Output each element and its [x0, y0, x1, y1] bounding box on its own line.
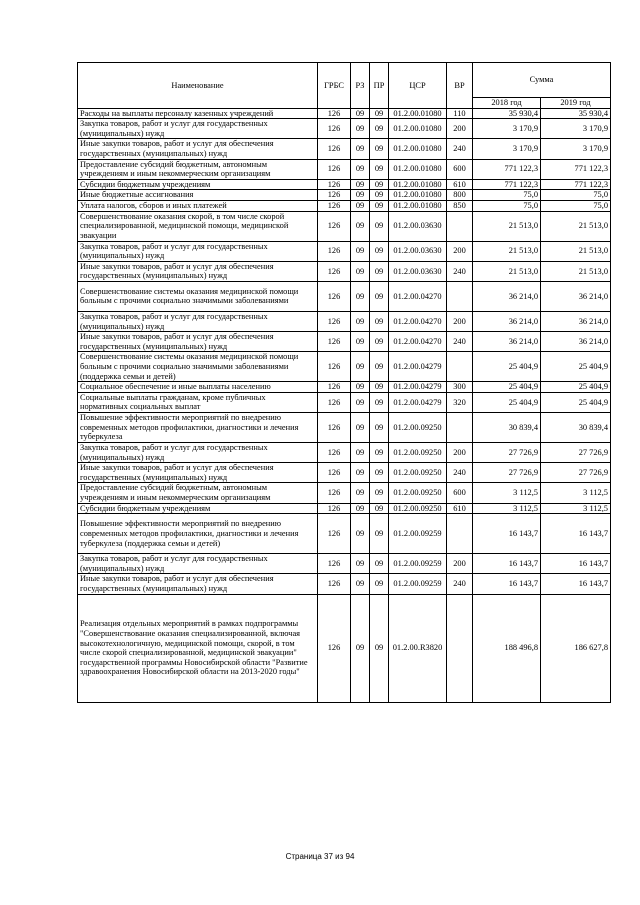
table-row — [78, 413, 611, 443]
row-pr: 09 — [370, 281, 389, 311]
row-grbs: 126 — [318, 119, 351, 139]
table-row — [78, 179, 611, 190]
row-pr: 09 — [370, 311, 389, 331]
row-pr: 09 — [370, 241, 389, 261]
row-rz: 09 — [351, 241, 370, 261]
row-name: Социальное обеспечение и иные выплаты населению — [78, 382, 318, 393]
row-rz: 09 — [351, 483, 370, 503]
row-name: Совершенствование системы оказания медицинской помощи больным с прочими социально значимыми заболеваниями (поддержка семьи и детей) — [78, 352, 318, 382]
row-rz: 09 — [351, 200, 370, 211]
row-name: Закупка товаров, работ и услуг для государственных (муниципальных) нужд — [78, 119, 318, 139]
row-pr: 09 — [370, 211, 389, 241]
row-csr: 01.2.00.09250 — [389, 503, 447, 514]
row-sum-2019: 21 513,0 — [541, 241, 611, 261]
row-sum-2018: 21 513,0 — [473, 211, 541, 241]
row-sum-2019: 75,0 — [541, 200, 611, 211]
row-rz: 09 — [351, 382, 370, 393]
row-csr: 01.2.00.09250 — [389, 443, 447, 463]
row-vr: 200 — [447, 119, 473, 139]
row-sum-2018: 75,0 — [473, 200, 541, 211]
table-row — [78, 382, 611, 393]
row-grbs: 126 — [318, 179, 351, 190]
row-grbs: 126 — [318, 211, 351, 241]
header-year-2019: 2019 год — [541, 98, 611, 109]
header-pr: ПР — [370, 63, 389, 109]
row-vr: 320 — [447, 392, 473, 412]
row-sum-2019: 27 726,9 — [541, 443, 611, 463]
row-sum-2019: 35 930,4 — [541, 108, 611, 119]
table-row — [78, 139, 611, 159]
row-name: Социальные выплаты гражданам, кроме публичных нормативных социальных выплат — [78, 392, 318, 412]
table-row — [78, 574, 611, 594]
row-grbs: 126 — [318, 311, 351, 331]
row-grbs: 126 — [318, 483, 351, 503]
row-vr: 240 — [447, 463, 473, 483]
row-grbs: 126 — [318, 503, 351, 514]
row-sum-2018: 36 214,0 — [473, 311, 541, 331]
row-grbs: 126 — [318, 382, 351, 393]
row-vr: 610 — [447, 503, 473, 514]
row-sum-2018: 16 143,7 — [473, 514, 541, 554]
row-sum-2019: 16 143,7 — [541, 574, 611, 594]
row-sum-2018: 16 143,7 — [473, 574, 541, 594]
row-pr: 09 — [370, 413, 389, 443]
row-name: Иные закупки товаров, работ и услуг для обеспечения государственных (муниципальных) нужд — [78, 332, 318, 352]
row-csr: 01.2.00.09250 — [389, 413, 447, 443]
row-grbs: 126 — [318, 108, 351, 119]
table-row — [78, 261, 611, 281]
row-sum-2019: 3 112,5 — [541, 483, 611, 503]
row-csr: 01.2.00.04270 — [389, 311, 447, 331]
page-number: Страница 37 из 94 — [285, 852, 355, 861]
row-pr: 09 — [370, 139, 389, 159]
row-csr: 01.2.00.09259 — [389, 574, 447, 594]
row-vr: 200 — [447, 241, 473, 261]
row-sum-2018: 36 214,0 — [473, 332, 541, 352]
row-vr — [447, 211, 473, 241]
row-vr: 800 — [447, 190, 473, 201]
table-row — [78, 332, 611, 352]
row-vr: 110 — [447, 108, 473, 119]
row-grbs: 126 — [318, 514, 351, 554]
row-sum-2018: 3 112,5 — [473, 483, 541, 503]
table-row — [78, 211, 611, 241]
row-rz: 09 — [351, 332, 370, 352]
row-csr: 01.2.00.04279 — [389, 352, 447, 382]
table-row — [78, 241, 611, 261]
row-csr: 01.2.00.01080 — [389, 200, 447, 211]
row-vr — [447, 514, 473, 554]
row-pr: 09 — [370, 108, 389, 119]
row-sum-2019: 3 112,5 — [541, 503, 611, 514]
header-name: Наименование — [78, 63, 318, 109]
row-name: Совершенствование оказания скорой, в том числе скорой специализированной, медицинской помощи, медицинской эвакуации — [78, 211, 318, 241]
row-csr: 01.2.00.01080 — [389, 179, 447, 190]
row-vr: 610 — [447, 179, 473, 190]
row-name: Расходы на выплаты персоналу казенных учреждений — [78, 108, 318, 119]
row-pr: 09 — [370, 119, 389, 139]
table-row — [78, 159, 611, 179]
table-row — [78, 463, 611, 483]
table-row — [78, 108, 611, 119]
row-vr: 200 — [447, 554, 473, 574]
row-sum-2018: 27 726,9 — [473, 443, 541, 463]
row-sum-2018: 21 513,0 — [473, 261, 541, 281]
table-row — [78, 200, 611, 211]
row-name: Реализация отдельных мероприятий в рамках подпрограммы "Совершенствование оказания специализированной, включая высокотехнологичную, медицинской помощи, скорой, в том числе скорой специализированной, медицинской эвакуации" государственной программы Новосибирской области "Развитие здравоохранения Новосибирской области на 2013-2020 годы" — [78, 594, 318, 702]
table-row — [78, 503, 611, 514]
row-sum-2019: 21 513,0 — [541, 261, 611, 281]
row-sum-2019: 36 214,0 — [541, 281, 611, 311]
row-sum-2018: 25 404,9 — [473, 392, 541, 412]
row-sum-2018: 30 839,4 — [473, 413, 541, 443]
row-rz: 09 — [351, 179, 370, 190]
table-row — [78, 190, 611, 201]
table-row — [78, 514, 611, 554]
row-grbs: 126 — [318, 281, 351, 311]
table-row — [78, 352, 611, 382]
row-pr: 09 — [370, 443, 389, 463]
row-name: Иные закупки товаров, работ и услуг для обеспечения государственных (муниципальных) нужд — [78, 574, 318, 594]
row-csr: 01.2.00.04270 — [389, 332, 447, 352]
row-vr: 200 — [447, 311, 473, 331]
row-pr: 09 — [370, 190, 389, 201]
row-vr — [447, 281, 473, 311]
row-rz: 09 — [351, 190, 370, 201]
row-pr: 09 — [370, 159, 389, 179]
row-csr: 01.2.00.01080 — [389, 190, 447, 201]
row-sum-2019: 75,0 — [541, 190, 611, 201]
row-sum-2019: 186 627,8 — [541, 594, 611, 702]
row-name: Закупка товаров, работ и услуг для государственных (муниципальных) нужд — [78, 554, 318, 574]
row-name: Предоставление субсидий бюджетным, автономным учреждениям и иным некоммерческим организациям — [78, 483, 318, 503]
row-grbs: 126 — [318, 554, 351, 574]
row-pr: 09 — [370, 352, 389, 382]
row-sum-2018: 3 170,9 — [473, 119, 541, 139]
row-sum-2018: 21 513,0 — [473, 241, 541, 261]
row-grbs: 126 — [318, 463, 351, 483]
row-name: Уплата налогов, сборов и иных платежей — [78, 200, 318, 211]
row-vr: 240 — [447, 139, 473, 159]
row-csr: 01.2.00.01080 — [389, 139, 447, 159]
row-vr: 200 — [447, 443, 473, 463]
row-grbs: 126 — [318, 190, 351, 201]
header-year-2018: 2018 год — [473, 98, 541, 109]
row-grbs: 126 — [318, 352, 351, 382]
row-csr: 01.2.00.R3820 — [389, 594, 447, 702]
table-row — [78, 281, 611, 311]
row-rz: 09 — [351, 159, 370, 179]
row-sum-2018: 771 122,3 — [473, 179, 541, 190]
row-csr: 01.2.00.04279 — [389, 382, 447, 393]
table-row — [78, 392, 611, 412]
row-csr: 01.2.00.04270 — [389, 281, 447, 311]
row-grbs: 126 — [318, 159, 351, 179]
table-row — [78, 311, 611, 331]
row-name: Закупка товаров, работ и услуг для государственных (муниципальных) нужд — [78, 241, 318, 261]
row-pr: 09 — [370, 179, 389, 190]
table-row — [78, 443, 611, 463]
row-sum-2019: 16 143,7 — [541, 514, 611, 554]
row-name: Субсидии бюджетным учреждениям — [78, 503, 318, 514]
row-sum-2019: 771 122,3 — [541, 179, 611, 190]
table-row — [78, 119, 611, 139]
row-pr: 09 — [370, 332, 389, 352]
header-vr: ВР — [447, 63, 473, 109]
header-csr: ЦСР — [389, 63, 447, 109]
row-vr: 240 — [447, 332, 473, 352]
row-csr: 01.2.00.09250 — [389, 483, 447, 503]
row-grbs: 126 — [318, 443, 351, 463]
row-rz: 09 — [351, 281, 370, 311]
row-pr: 09 — [370, 514, 389, 554]
row-vr: 240 — [447, 261, 473, 281]
budget-table-container — [77, 62, 610, 703]
row-csr: 01.2.00.01080 — [389, 108, 447, 119]
row-vr: 850 — [447, 200, 473, 211]
row-sum-2019: 25 404,9 — [541, 352, 611, 382]
row-rz: 09 — [351, 211, 370, 241]
row-name: Иные бюджетные ассигнования — [78, 190, 318, 201]
row-rz: 09 — [351, 514, 370, 554]
row-vr — [447, 352, 473, 382]
row-pr: 09 — [370, 483, 389, 503]
row-vr — [447, 413, 473, 443]
table-row — [78, 594, 611, 702]
row-vr: 240 — [447, 574, 473, 594]
row-sum-2018: 771 122,3 — [473, 159, 541, 179]
budget-table — [77, 62, 611, 703]
row-name: Закупка товаров, работ и услуг для государственных (муниципальных) нужд — [78, 443, 318, 463]
row-pr: 09 — [370, 554, 389, 574]
row-pr: 09 — [370, 392, 389, 412]
row-pr: 09 — [370, 200, 389, 211]
row-name: Иные закупки товаров, работ и услуг для обеспечения государственных (муниципальных) нужд — [78, 463, 318, 483]
row-csr: 01.2.00.09250 — [389, 463, 447, 483]
row-vr — [447, 594, 473, 702]
row-grbs: 126 — [318, 261, 351, 281]
row-rz: 09 — [351, 413, 370, 443]
row-rz: 09 — [351, 392, 370, 412]
row-name: Закупка товаров, работ и услуг для государственных (муниципальных) нужд — [78, 311, 318, 331]
row-sum-2019: 3 170,9 — [541, 139, 611, 159]
row-pr: 09 — [370, 574, 389, 594]
row-name: Иные закупки товаров, работ и услуг для обеспечения государственных (муниципальных) нужд — [78, 139, 318, 159]
row-name: Совершенствование системы оказания медицинской помощи больным с прочими социально значимыми заболеваниями — [78, 281, 318, 311]
row-rz: 09 — [351, 352, 370, 382]
row-rz: 09 — [351, 261, 370, 281]
row-csr: 01.2.00.09259 — [389, 554, 447, 574]
row-vr: 600 — [447, 159, 473, 179]
row-csr: 01.2.00.01080 — [389, 159, 447, 179]
row-pr: 09 — [370, 594, 389, 702]
row-rz: 09 — [351, 554, 370, 574]
row-sum-2018: 3 112,5 — [473, 503, 541, 514]
row-grbs: 126 — [318, 392, 351, 412]
row-rz: 09 — [351, 311, 370, 331]
row-sum-2018: 25 404,9 — [473, 382, 541, 393]
table-body — [78, 108, 611, 702]
row-sum-2019: 771 122,3 — [541, 159, 611, 179]
row-grbs: 126 — [318, 241, 351, 261]
row-name: Предоставление субсидий бюджетным, автономным учреждениям и иным некоммерческим организациям — [78, 159, 318, 179]
row-rz: 09 — [351, 594, 370, 702]
row-csr: 01.2.00.04279 — [389, 392, 447, 412]
row-name: Повышение эффективности мероприятий по внедрению современных методов профилактики, диагностики и лечения туберкулеза (поддержка семьи и детей) — [78, 514, 318, 554]
row-csr: 01.2.00.09259 — [389, 514, 447, 554]
row-rz: 09 — [351, 108, 370, 119]
table-row — [78, 554, 611, 574]
row-sum-2018: 16 143,7 — [473, 554, 541, 574]
row-csr: 01.2.00.01080 — [389, 119, 447, 139]
row-sum-2018: 75,0 — [473, 190, 541, 201]
row-vr: 600 — [447, 483, 473, 503]
row-sum-2018: 27 726,9 — [473, 463, 541, 483]
row-grbs: 126 — [318, 332, 351, 352]
row-rz: 09 — [351, 139, 370, 159]
table-row — [78, 483, 611, 503]
row-sum-2019: 36 214,0 — [541, 311, 611, 331]
row-name: Субсидии бюджетным учреждениям — [78, 179, 318, 190]
row-rz: 09 — [351, 463, 370, 483]
row-rz: 09 — [351, 574, 370, 594]
row-name: Иные закупки товаров, работ и услуг для обеспечения государственных (муниципальных) нужд — [78, 261, 318, 281]
row-name: Повышение эффективности мероприятий по внедрению современных методов профилактики, диагностики и лечения туберкулеза — [78, 413, 318, 443]
row-sum-2019: 3 170,9 — [541, 119, 611, 139]
header-sum: Сумма — [473, 63, 611, 98]
row-sum-2019: 27 726,9 — [541, 463, 611, 483]
row-sum-2019: 16 143,7 — [541, 554, 611, 574]
row-sum-2019: 36 214,0 — [541, 332, 611, 352]
row-csr: 01.2.00.03630 — [389, 211, 447, 241]
row-grbs: 126 — [318, 594, 351, 702]
row-sum-2019: 30 839,4 — [541, 413, 611, 443]
row-pr: 09 — [370, 463, 389, 483]
header-rz: РЗ — [351, 63, 370, 109]
row-sum-2019: 25 404,9 — [541, 382, 611, 393]
row-rz: 09 — [351, 443, 370, 463]
row-sum-2018: 3 170,9 — [473, 139, 541, 159]
row-sum-2018: 36 214,0 — [473, 281, 541, 311]
row-sum-2019: 21 513,0 — [541, 211, 611, 241]
row-sum-2019: 25 404,9 — [541, 392, 611, 412]
row-rz: 09 — [351, 503, 370, 514]
row-sum-2018: 25 404,9 — [473, 352, 541, 382]
row-pr: 09 — [370, 503, 389, 514]
row-grbs: 126 — [318, 139, 351, 159]
row-rz: 09 — [351, 119, 370, 139]
row-grbs: 126 — [318, 200, 351, 211]
row-pr: 09 — [370, 261, 389, 281]
row-grbs: 126 — [318, 413, 351, 443]
row-sum-2018: 188 496,8 — [473, 594, 541, 702]
row-vr: 300 — [447, 382, 473, 393]
row-csr: 01.2.00.03630 — [389, 261, 447, 281]
row-pr: 09 — [370, 382, 389, 393]
row-csr: 01.2.00.03630 — [389, 241, 447, 261]
row-grbs: 126 — [318, 574, 351, 594]
row-sum-2018: 35 930,4 — [473, 108, 541, 119]
header-grbs: ГРБС — [318, 63, 351, 109]
